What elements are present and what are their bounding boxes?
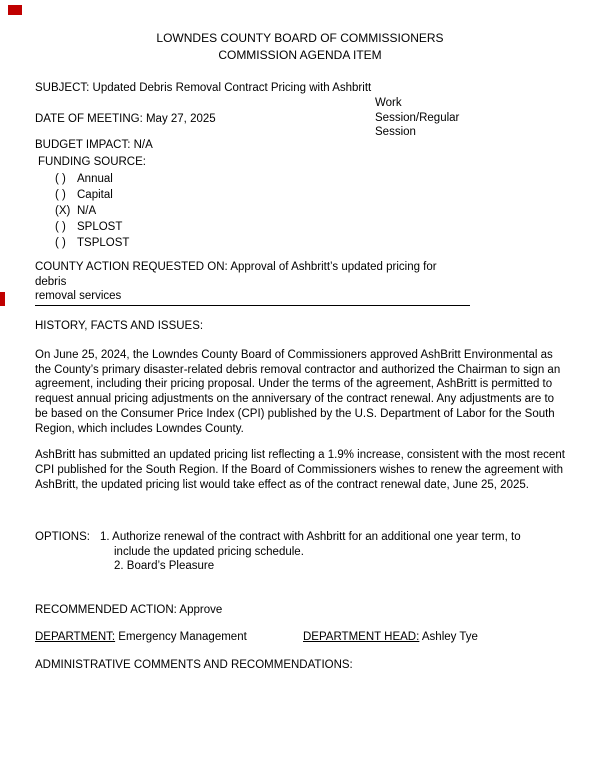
recommended-action-label: RECOMMENDED ACTION: bbox=[35, 603, 177, 616]
department-head-label: DEPARTMENT HEAD: bbox=[303, 631, 420, 644]
admin-comments-heading: ADMINISTRATIVE COMMENTS AND RECOMMENDATIONS: bbox=[35, 658, 353, 671]
funding-option-label: N/A bbox=[77, 205, 97, 217]
options-label: OPTIONS: bbox=[35, 531, 90, 544]
date-label: DATE OF MEETING: bbox=[35, 112, 143, 125]
recommended-action-value: Approve bbox=[179, 603, 223, 616]
department-row bbox=[35, 630, 565, 645]
red-edge-mark bbox=[0, 292, 5, 306]
county-action-block bbox=[35, 260, 470, 306]
option-1: 1. Authorize renewal of the contract with Ashbritt for an additional one year term, to include the updated pricing schedule. bbox=[100, 531, 521, 558]
funding-options-list bbox=[35, 171, 565, 251]
date-value: May 27, 2025 bbox=[145, 112, 216, 125]
funding-option-label: SPLOST bbox=[77, 221, 123, 233]
funding-source-label: FUNDING SOURCE: bbox=[38, 155, 146, 168]
funding-option-capital bbox=[55, 187, 565, 203]
options-items bbox=[100, 530, 550, 574]
department-value: Emergency Management bbox=[118, 631, 247, 644]
session-type: Work Session/Regular Session bbox=[375, 97, 460, 138]
history-heading: HISTORY, FACTS AND ISSUES: bbox=[35, 319, 204, 332]
funding-option-splost bbox=[55, 219, 565, 235]
checkbox-splost: ( ) bbox=[55, 221, 66, 233]
county-action-line-1 bbox=[35, 260, 470, 289]
department-head-value: Ashley Tye bbox=[421, 631, 478, 644]
history-paragraph-1: On June 25, 2024, the Lowndes County Board of Commissioners approved AshBritt Environmental as the County’s primary disaster-related debris removal contractor and authorized the Chairman to sign an agreement, including their pricing proposal. Under the terms of the agreement, AshBritt is permitted to request annual pricing adjustments on the anniversary of the contract renewal. Any adjustments are to be based on the Consumer Price Index (CPI) published by the U.S. Department of Labor for the South Region, which includes Lowndes County. bbox=[35, 349, 561, 435]
option-2: 2. Board’s Pleasure bbox=[114, 560, 215, 573]
funding-option-annual bbox=[55, 171, 565, 187]
checkbox-capital: ( ) bbox=[55, 189, 66, 201]
date-of-meeting-row bbox=[35, 112, 565, 127]
budget-value: N/A bbox=[133, 139, 153, 151]
funding-option-label: Annual bbox=[77, 173, 113, 185]
recommended-action-row bbox=[35, 603, 565, 618]
budget-impact-row bbox=[35, 138, 565, 153]
subject-value: Updated Debris Removal Contract Pricing with Ashbritt bbox=[92, 82, 372, 94]
funding-option-na bbox=[55, 203, 565, 219]
funding-option-tsplost bbox=[55, 235, 565, 251]
subject-label: SUBJECT: bbox=[35, 82, 90, 94]
checkbox-annual: ( ) bbox=[55, 173, 66, 185]
department-group bbox=[35, 630, 303, 645]
title-line-1: LOWNDES COUNTY BOARD OF COMMISSIONERS bbox=[156, 31, 444, 45]
document-title bbox=[35, 30, 565, 64]
county-action-text: Approval of Ashbritt’s updated pricing for debris bbox=[35, 261, 437, 288]
checkbox-tsplost: ( ) bbox=[55, 237, 66, 249]
title-line-2: COMMISSION AGENDA ITEM bbox=[218, 48, 382, 62]
department-head-group bbox=[303, 630, 478, 645]
subject-row bbox=[35, 81, 565, 96]
funding-option-label: Capital bbox=[77, 189, 113, 201]
county-action-line-2: removal services bbox=[35, 289, 470, 306]
department-label: DEPARTMENT: bbox=[35, 631, 116, 644]
checkbox-na: (X) bbox=[55, 205, 71, 217]
red-corner-mark bbox=[8, 5, 22, 15]
options-block bbox=[35, 530, 565, 574]
funding-option-label: TSPLOST bbox=[77, 237, 130, 249]
county-action-label: COUNTY ACTION REQUESTED ON: bbox=[35, 261, 228, 273]
history-paragraph-2: AshBritt has submitted an updated pricing list reflecting a 1.9% increase, consistent with the most recent CPI published for the South Region. If the Board of Commissioners wishes to renew the agreement with AshBritt, the updated pricing list would take effect as of the contract renewal date, June 25, 2025. bbox=[35, 449, 565, 491]
budget-label: BUDGET IMPACT: bbox=[35, 139, 131, 151]
